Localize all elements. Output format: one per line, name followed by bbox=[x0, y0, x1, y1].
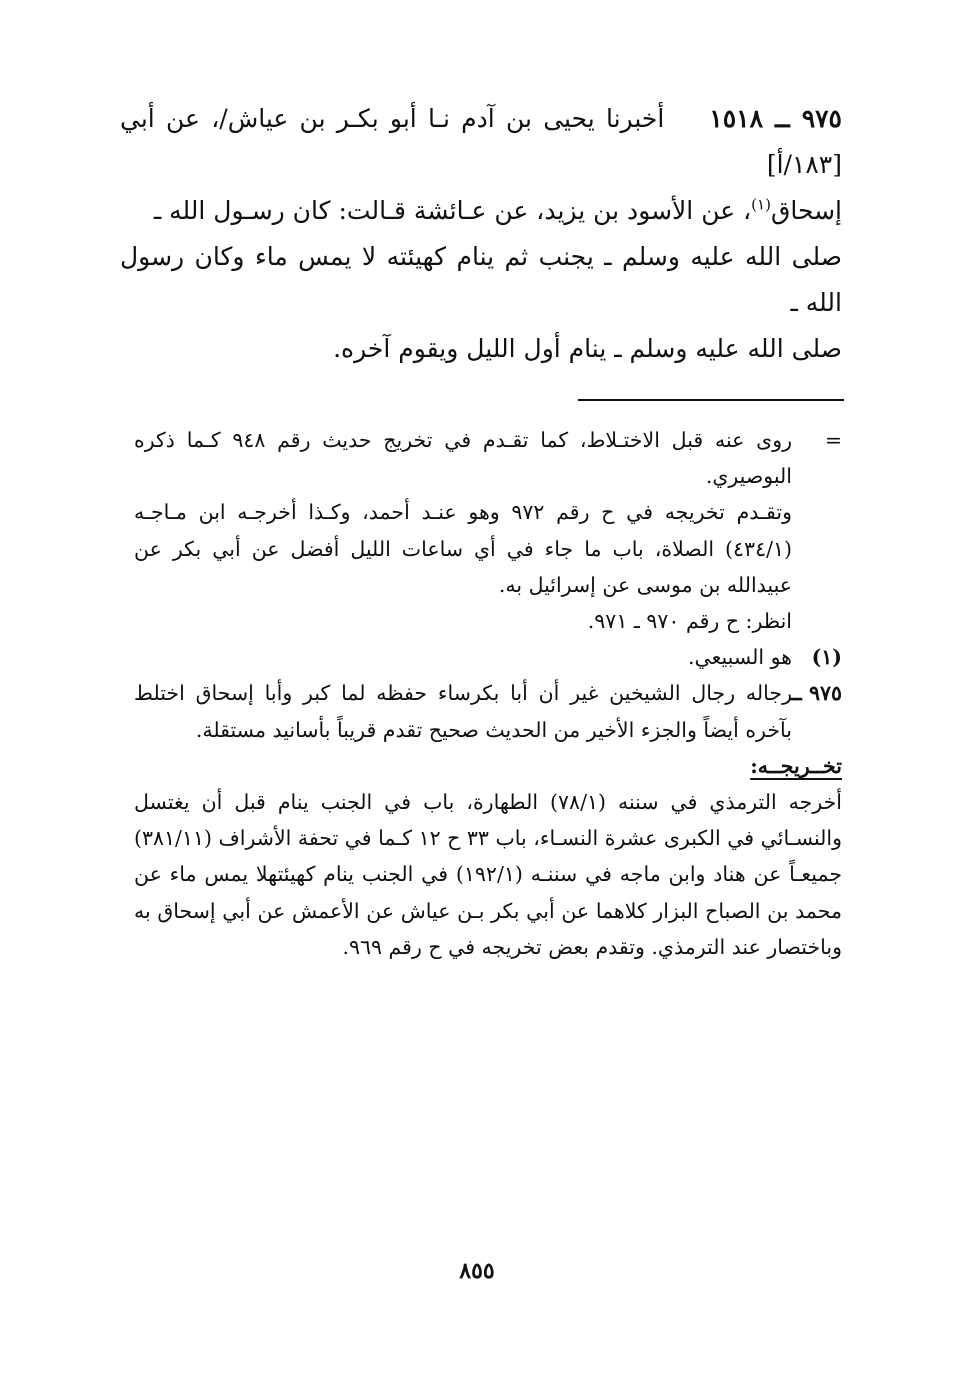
continued-note bbox=[134, 422, 842, 639]
hadith-line-2 bbox=[120, 188, 842, 234]
hadith-text bbox=[120, 96, 842, 372]
hadith-commentary bbox=[134, 675, 842, 747]
hadith-isnad: أخبرنا يحيى بن آدم نـا أبو بكـر بن عياش/، عن أبي [١٨٣/أ] bbox=[120, 104, 842, 179]
footnote-text: هو السبيعي. bbox=[687, 645, 792, 670]
hadith-line-1 bbox=[120, 96, 842, 188]
footnote-number: (١) bbox=[811, 645, 842, 670]
hadith-narrator: إسحاق bbox=[770, 196, 842, 225]
footnote-1 bbox=[134, 639, 842, 675]
footnotes bbox=[134, 422, 842, 965]
commentary-text: رجاله رجال الشيخين غير أن أبا بكرساء حفظه لما كبر وأبا إسحاق اختلط بآخره أيضاً والجزء الأخير من الحديث صحيح تقدم قريباً بأسانيد مستقلة. bbox=[134, 681, 792, 742]
note-paragraph-3: انظر: ح رقم ٩٧٠ ـ ٩٧١. bbox=[587, 609, 792, 634]
note-paragraph-2: وتقـدم تخريجه في ح رقم ٩٧٢ وهو عنـد أحمد، وكـذا أخرجـه ابن مـاجـه (٤٣٤/١) الصلاة، باب ما جاء في أي ساعات الليل أفضل عن أبي بكر عن عبيدالله بن موسى عن إسرائيل به. bbox=[134, 500, 793, 597]
note-paragraph-1: روى عنه قبل الاختـلاط، كما تقـدم في تخريج حديث رقم ٩٤٨ كـما ذكره البوصيري. bbox=[134, 428, 792, 489]
hadith-number: ٩٧٥ ــ ١٥١٨ bbox=[709, 104, 842, 133]
hadith-chain: ، عن الأسود بن يزيد، عن عـائشة قـالت: كان رسـول الله ـ bbox=[153, 196, 752, 225]
commentary-number: ٩٧٥ ــ bbox=[789, 681, 842, 706]
footnote-reference: (١) bbox=[751, 195, 771, 214]
page-number: ٨٥٥ bbox=[459, 1258, 495, 1284]
footnote-separator bbox=[578, 399, 844, 401]
takhrij-text: أخرجه الترمذي في سننه (٧٨/١) الطهارة، باب في الجنب ينام قبل أن يغتسل والنسـائي في الكبرى عشرة النسـاء، باب ٣٣ ح ١٢ كـما في تحفة الأشراف (٣٨١/١١) جميعـاً عن هناد وابن ماجه في سننـه (١٩٢/١) في الجنب ينام كهيئتهلا يمس ماء عن محمد بن الصباح البزار كلاهما عن أبي بكر بـن عياش عن الأعمش عن أبي إسحاق به وباختصار عند الترمذي. وتقدم بعض تخريجه في ح رقم ٩٦٩. bbox=[134, 790, 843, 959]
continuation-mark: = bbox=[824, 428, 842, 452]
hadith-line-4: صلى الله عليه وسلم ـ ينام أول الليل ويقوم آخره. bbox=[333, 334, 842, 363]
takhrij-heading: تخــريجــه: bbox=[750, 753, 842, 778]
hadith-line-3: صلى الله عليه وسلم ـ يجنب ثم ينام كهيئته لا يمس ماء وكان رسول الله ـ bbox=[120, 242, 842, 317]
